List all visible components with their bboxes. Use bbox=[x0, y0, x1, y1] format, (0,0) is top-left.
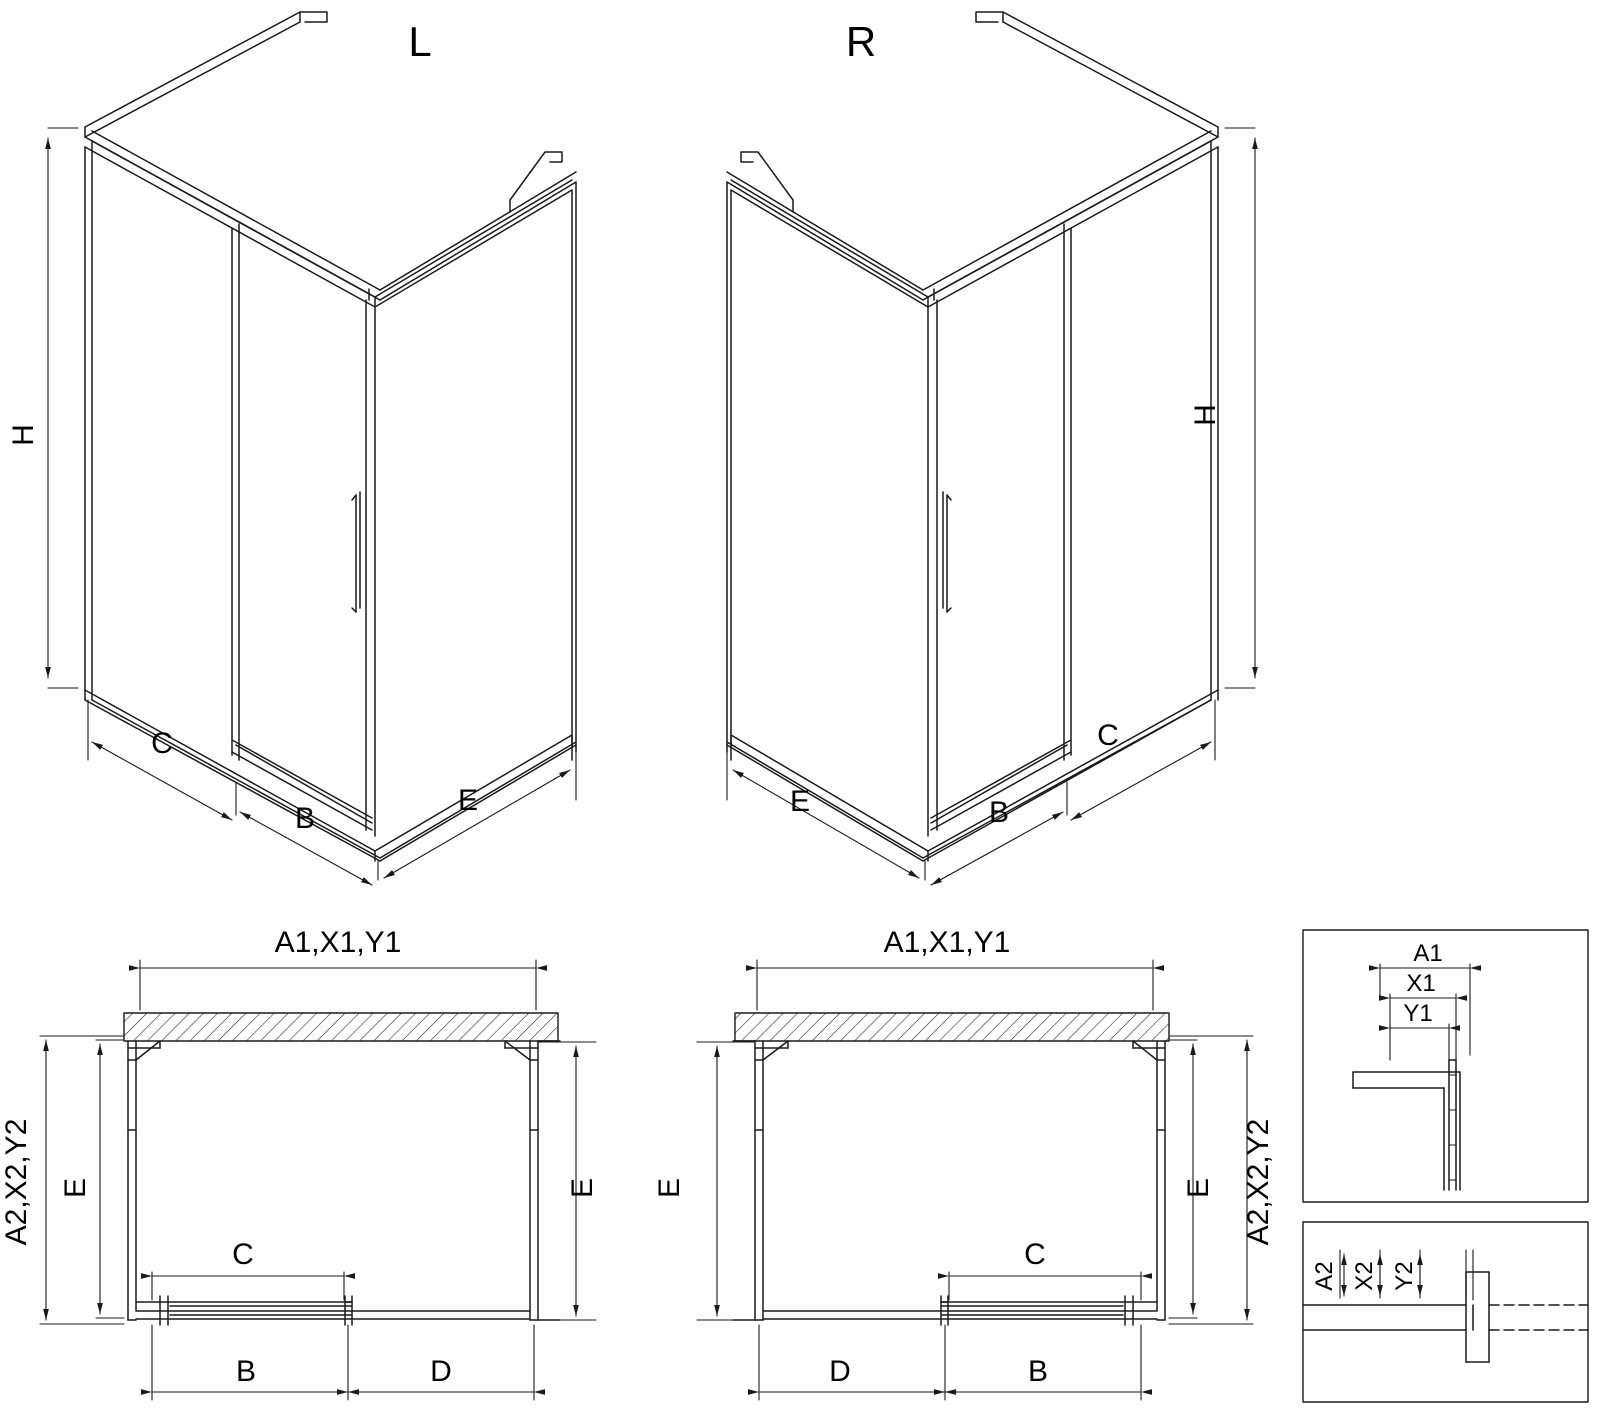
iso-right-dim-C: C bbox=[1097, 719, 1119, 752]
plan-right-dim-C: C bbox=[1024, 1238, 1046, 1271]
detail-top-dim-A1: A1 bbox=[1413, 940, 1443, 967]
variant-label-right: R bbox=[845, 18, 877, 65]
variant-label-left: L bbox=[408, 18, 432, 65]
iso-right-dim-B: B bbox=[988, 796, 1010, 829]
iso-left-dim-B: B bbox=[294, 802, 316, 835]
detail-top-dim-Y1: Y1 bbox=[1403, 1000, 1433, 1027]
detail-bottom-dim-X2: X2 bbox=[1351, 1261, 1378, 1291]
plan-right-dim-A2X2Y2: A2,X2,Y2 bbox=[1242, 1118, 1275, 1246]
plan-right-dim-E-left: E bbox=[653, 1177, 686, 1199]
iso-view-left bbox=[48, 12, 576, 894]
plan-right-dim-B: B bbox=[1027, 1355, 1049, 1388]
plan-left-dim-E-left: E bbox=[59, 1177, 92, 1199]
detail-bottom-dim-A2: A2 bbox=[1311, 1261, 1338, 1291]
plan-right-dim-D: D bbox=[829, 1355, 851, 1388]
iso-left-dim-E: E bbox=[457, 784, 479, 817]
plan-right-dim-E-right: E bbox=[1182, 1177, 1215, 1199]
iso-view-right bbox=[727, 12, 1255, 885]
plan-left-dim-E-right: E bbox=[566, 1177, 599, 1199]
detail-corner-profile bbox=[1303, 930, 1588, 1202]
plan-view-right bbox=[697, 960, 1253, 1400]
plan-left-dim-D: D bbox=[430, 1355, 452, 1388]
iso-left-dim-H: H bbox=[7, 424, 40, 446]
plan-left-dim-A2X2Y2: A2,X2,Y2 bbox=[0, 1118, 33, 1246]
detail-bottom-dim-Y2: Y2 bbox=[1391, 1261, 1418, 1291]
iso-left-dim-C: C bbox=[151, 727, 173, 760]
iso-right-dim-H: H bbox=[1189, 404, 1222, 426]
iso-right-dim-E: E bbox=[789, 785, 811, 818]
detail-side-profile bbox=[1303, 1222, 1588, 1402]
plan-view-left bbox=[40, 960, 596, 1400]
plan-right-dim-A1X1Y1: A1,X1,Y1 bbox=[883, 926, 1011, 959]
plan-left-dim-B: B bbox=[235, 1355, 257, 1388]
plan-left-dim-A1X1Y1: A1,X1,Y1 bbox=[274, 926, 402, 959]
detail-top-dim-X1: X1 bbox=[1406, 970, 1436, 997]
plan-left-dim-C: C bbox=[232, 1238, 254, 1271]
